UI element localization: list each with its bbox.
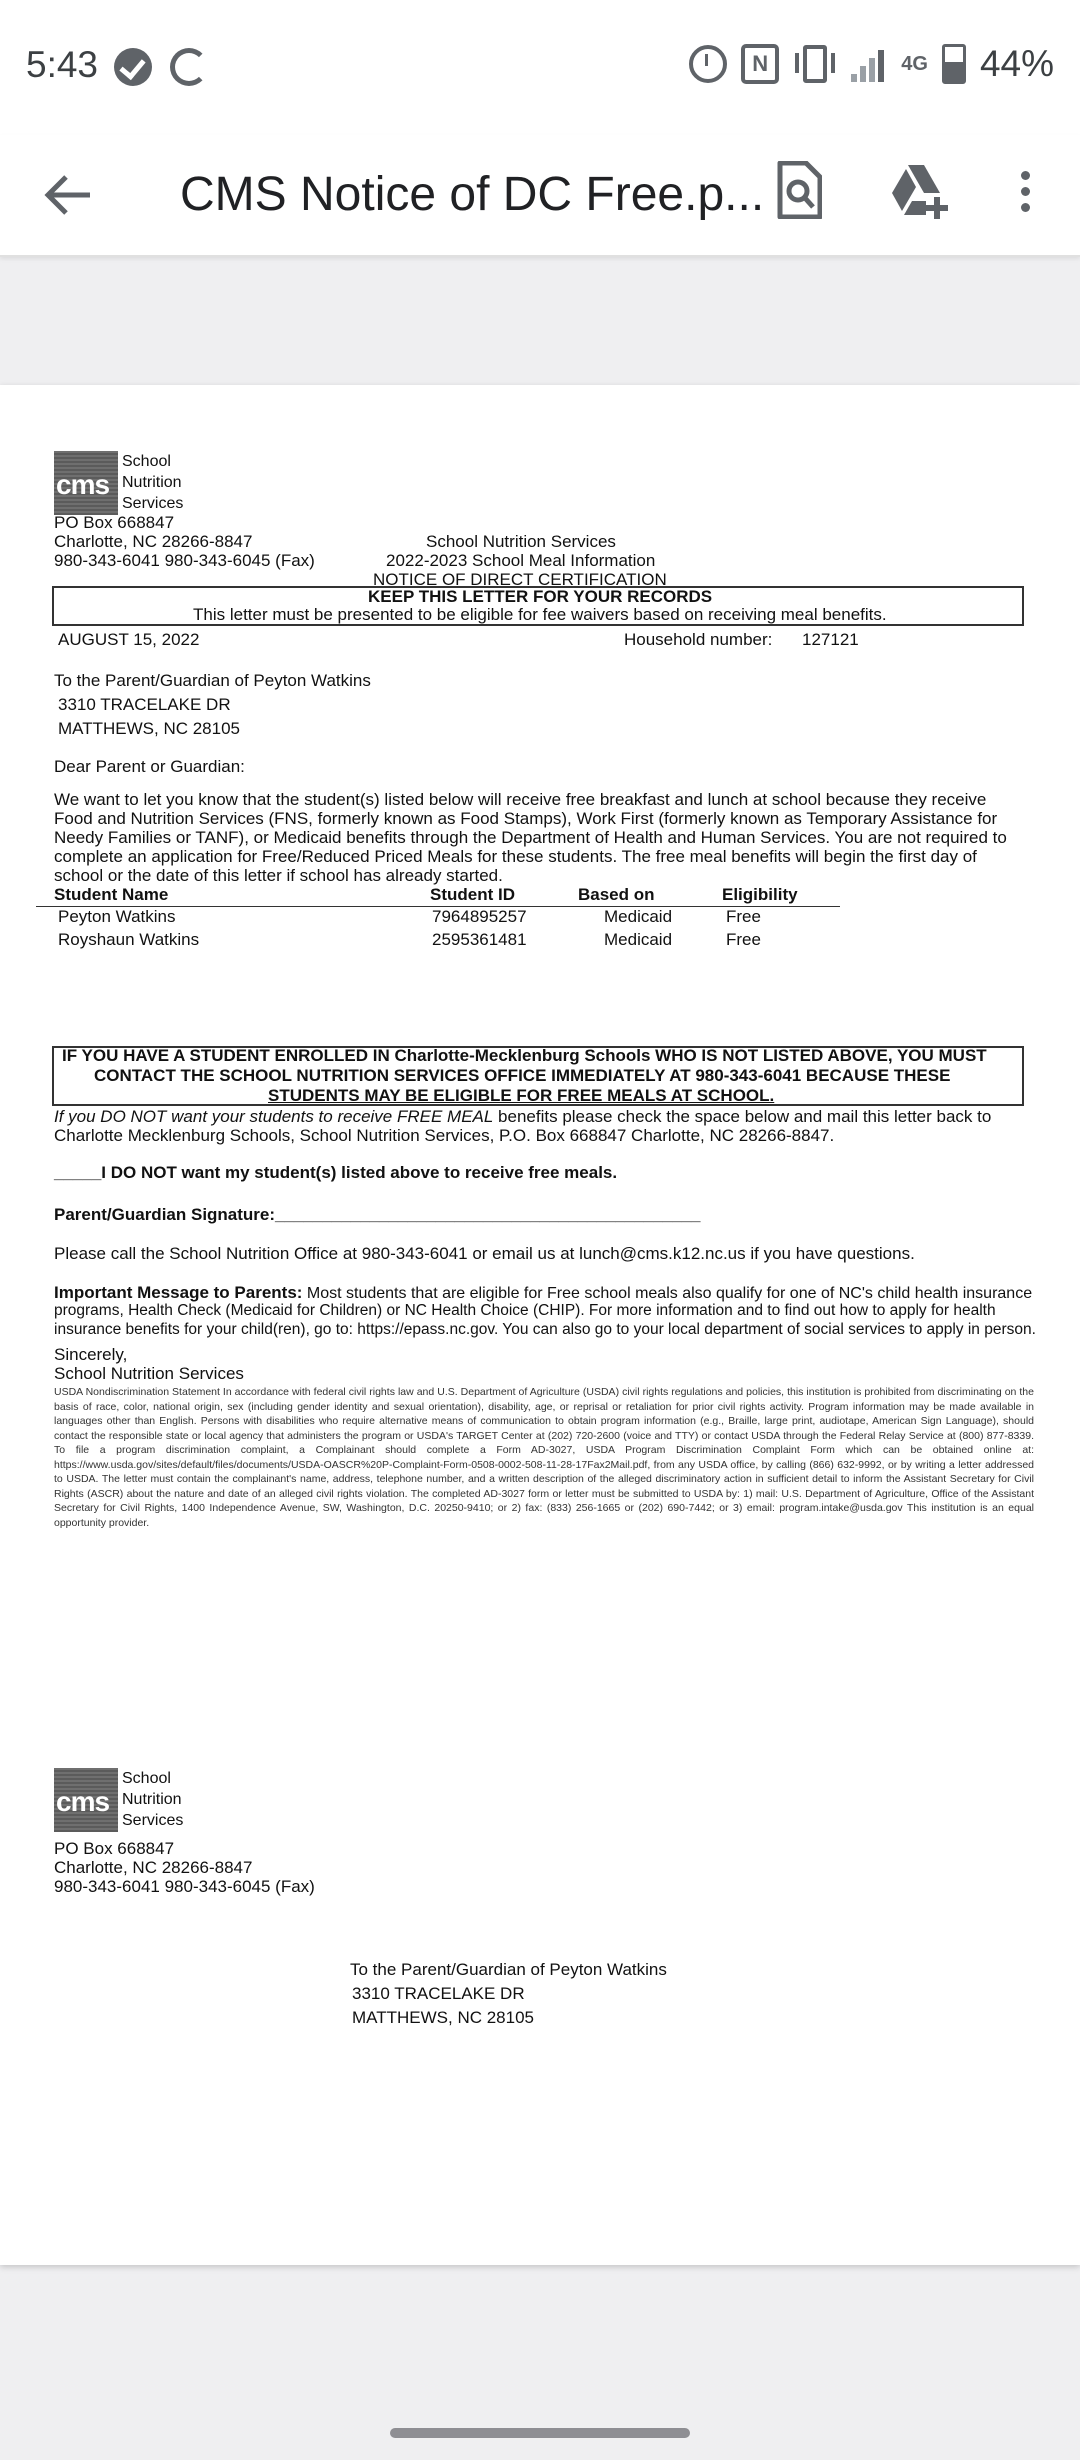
table-cell-name: Peyton Watkins — [58, 907, 176, 926]
more-options-icon[interactable] — [1010, 165, 1040, 225]
present-notice: This letter must be presented to be eligible for fee waivers based on receiving meal benefits. — [193, 605, 887, 624]
salutation: Dear Parent or Guardian: — [54, 757, 245, 776]
table-header-eligibility: Eligibility — [722, 885, 798, 904]
closing-sincerely: Sincerely, — [54, 1345, 128, 1364]
table-header-based-on: Based on — [578, 885, 655, 904]
signal-icon — [851, 46, 887, 82]
table-cell-eligibility: Free — [726, 930, 761, 949]
nondiscrimination-statement: USDA Nondiscrimination Statement In accordance with federal civil rights law and U.S. Department of Agriculture (USDA) civil rights regulations and policies, this institution is prohibited from discriminating on the basis of race, color, national origin, sex (including gender identity and sexual orientation), disability, age, or reprisal or retaliation for prior civil rights activity. Program information may be made available in languages other than English. Persons with disabilities who require alternative means of communication to obtain program information (e.g., Braille, large print, audiotape, American Sign Language), should contact the responsible state or local agency that administers the program or USDA's TARGET Center at (202) 720-2600 (voice and TTY) or contact USDA through the Federal Relay Service at (800) 877-8339. To file a program discrimination complaint, a Complainant should complete a Form AD-3027, USDA Program Discrimination Complaint Form which can be obtained online at: https://www.usda.gov/sites/default/files/documents/USDA-OASCR%20P-Complaint-Form-0508-0002-508-11-28-17Fax2Mail.pdf, from any USDA office, by calling (866) 632-9992, or by writing a letter addressed to USDA. The letter must contain the complainant's name, address, telephone number, and a written description of the alleged discriminatory action in sufficient detail to inform the Assistant Secretary for Civil Rights (ASCR) about the nature and date of an alleged civil rights violation. The completed AD-3027 form or letter must be submitted to USDA by: 1) mail: U.S. Department of Agriculture, Office of the Assistant Secretary for Civil Rights, 1400 Independence Avenue, SW, Washington, D.C. 20250-9410; or 2) fax: (833) 256-1665 or (202) 690-7442; or 3) email: program.intake@usda.gov This institution is an equal opportunity provider. — [54, 1386, 1034, 1529]
keep-records-title: KEEP THIS LETTER FOR YOUR RECORDS — [368, 587, 713, 606]
household-label: Household number: — [624, 630, 773, 649]
table-cell-id: 2595361481 — [432, 930, 527, 949]
find-in-page-icon[interactable] — [776, 161, 822, 219]
sync-icon — [170, 48, 208, 86]
status-time: 5:43 — [26, 44, 99, 85]
mailer-address1: 3310 TRACELAKE DR — [352, 1984, 525, 2003]
cms-logo-mark: cms — [54, 451, 118, 515]
recipient-address1: 3310 TRACELAKE DR — [58, 695, 231, 714]
mailer-address2: MATTHEWS, NC 28105 — [352, 2008, 535, 2027]
contact-line: Please call the School Nutrition Office at 980-343-6041 or email us at lunch@cms.k12.nc.us if you have questions. — [54, 1244, 915, 1263]
body-line: complete an application for Free/Reduced Priced Meals for these students. The free meal benefits will begin the first day of — [54, 847, 977, 866]
mailer-sender-line: 980-343-6041 980-343-6045 (Fax) — [54, 1877, 315, 1896]
sender-city: Charlotte, NC 28266-8847 — [54, 532, 253, 551]
header-year: 2022-2023 School Meal Information — [386, 551, 656, 570]
table-cell-id: 7964895257 — [432, 907, 527, 926]
back-arrow-icon[interactable] — [44, 173, 94, 217]
optout-line2: Charlotte Mecklenburg Schools, School Nutrition Services, P.O. Box 668847 Charlotte, NC 28266-8847. — [54, 1126, 835, 1145]
letter-date: AUGUST 15, 2022 — [58, 630, 200, 649]
mailer-sender-line: PO Box 668847 — [54, 1839, 175, 1858]
signature-line: Parent/Guardian Signature:_____________________________________________ — [54, 1205, 701, 1224]
alert-line: STUDENTS MAY BE ELIGIBLE FOR FREE MEALS AT SCHOOL. — [268, 1086, 775, 1105]
table-header-id: Student ID — [430, 885, 515, 904]
table-cell-based-on: Medicaid — [604, 930, 673, 949]
optout-line1: If you DO NOT want your students to receive FREE MEAL benefits please check the space below and mail this letter back to — [54, 1107, 992, 1126]
alert-line: IF YOU HAVE A STUDENT ENROLLED IN Charlotte-Mecklenburg Schools WHO IS NOT LISTED ABOVE, YOU MUST — [62, 1046, 987, 1065]
body-line: Needy Families or TANF), or Medicaid benefits through the Department of Health and Human Services. You are not required to — [54, 828, 1007, 847]
alert-line: CONTACT THE SCHOOL NUTRITION SERVICES OFFICE IMMEDIATELY AT 980-343-6041 BECAUSE THESE — [94, 1066, 951, 1085]
header-notice: NOTICE OF DIRECT CERTIFICATION — [373, 570, 667, 589]
sender-phone: 980-343-6041 980-343-6045 (Fax) — [54, 551, 315, 570]
vibrate-icon — [803, 45, 827, 83]
document-title: CMS Notice of DC Free.p... — [180, 168, 765, 221]
status-bar — [0, 0, 1080, 135]
cms-logo-mark: cms — [54, 1768, 118, 1832]
table-cell-based-on: Medicaid — [604, 907, 673, 926]
sender-po-box: PO Box 668847 — [54, 513, 175, 532]
table-cell-eligibility: Free — [726, 907, 761, 926]
important-line3: insurance benefits for your child(ren), go to: https://epass.nc.gov. You can also go to your local department of social services to apply in person. — [54, 1321, 1036, 1338]
check-circle-icon — [114, 48, 152, 86]
body-line: school or the date of this letter if school has already started. — [54, 866, 503, 885]
header-org: School Nutrition Services — [426, 532, 616, 551]
battery-icon — [942, 44, 966, 84]
app-bar — [0, 135, 1080, 257]
gesture-nav-handle[interactable] — [390, 2428, 690, 2438]
important-line2: programs, Health Check (Medicaid for Children) or NC Health Choice (CHIP). For more information and to find out how to apply for health — [54, 1302, 996, 1319]
alarm-icon — [689, 45, 727, 83]
document-page[interactable]: cms School Nutrition Services PO Box 668847 Charlotte, NC 28266-8847 980-343-6041 980-343-6045 (Fax) School Nutrition Services 2022-2023 School Meal Information NOTICE OF DIRECT CERTIFICATION KEEP THIS LETTER FOR YOUR RECORDS This letter must be presented to be eligible for fee waivers based on receiving meal benefits. AUGUST 15, 2022 Household number: 127121 To the Parent/Guardian of Peyton Watkins 3310 TRACELAKE DR MATTHEWS, NC 28105 Dear Parent or Guardian: We want to let you know that the student(s) listed below will receive free breakfast and lunch at school because they receive Food and Nutrition Services (FNS, formerly known as Food Stamps), Work First (formerly known as Temporary Assistance for Needy Families or TANF), or Medicaid benefits through the Department of Health and Human Services. You are not required to complete an application for Free/Reduced Priced Meals for these students. The free meal benefits will begin the first day of school or the date of this letter if school has already started. Student Name Student ID Based on Eligibility Peyton Watkins 7964895257 Medicaid Free Royshaun Watkins 2595361481 Medicaid Free IF YOU HAVE A STUDENT ENROLLED IN Charlotte-Mecklenburg Schools WHO IS NOT LISTED ABOVE, YOU MUST CONTACT THE SCHOOL NUTRITION SERVICES OFFICE IMMEDIATELY AT 980-343-6041 BECAUSE THESE STUDENTS MAY BE ELIGIBLE FOR FREE MEALS AT SCHOOL. If you DO NOT want your students to receive FREE MEAL benefits please check the space below and mail this letter back to Charlotte Mecklenburg Schools, School Nutrition Services, P.O. Box 668847 Charlotte, NC 28266-8847. _____I DO NOT want my student(s) listed above to receive free meals. Parent/Guardian Signature:_____________________________________________ Please call the School Nutrition Office at 980-343-6041 or email us at lunch@cms.k12.nc.us if you have questions. Important Message to Parents: Most students that are eligible for Free school meals also qualify for one of NC's child health insurance programs, Health Check (Medicaid for Children) or NC Health Choice (CHIP). For more information and to find out how to apply for health insurance benefits for your child(ren), go to: https://epass.nc.gov. You can also go to your local department of social services to apply in person. Sincerely, School Nutrition Services USDA Nondiscrimination Statement In accordance with federal civil rights law and U.S. Department of Agriculture (USDA) civil rights regulations and policies, this institution is prohibited from discriminating on the basis of race, color, national origin, sex (including gender identity and sexual orientation), disability, age, or reprisal or retaliation for prior civil rights activity. Program information may be made available in languages other than English. Persons with disabilities who require alternative means of communication to obtain program information (e.g., Braille, large print, audiotape, American Sign Language), should contact the responsible state or local agency that administers the program or USDA's TARGET Center at (202) 720-2600 (voice and TTY) or contact USDA through the Federal Relay Service at (800) 877-8339. To file a program discrimination complaint, a Complainant should complete a Form AD-3027, USDA Program Discrimination Complaint Form which can be obtained online at: https://www.usda.gov/sites/default/files/documents/USDA-OASCR%20P-Complaint-Form-0508-0002-508-11-28-17Fax2Mail.pdf, from any USDA office, by calling (866) 632-9992, or by writing a letter addressed to USDA. The letter must contain the complainant's name, address, telephone number, and a written description of the alleged discriminatory action in sufficient detail to inform the Assistant Secretary for Civil Rights (ASCR) about the nature and date of an alleged civil rights violation. The completed AD-3027 form or letter must be submitted to USDA by: 1) mail: U.S. Department of Agriculture, Office of the Assistant Secretary for Civil Rights, 1400 Independence Avenue, SW, Washington, D.C. 20250-9410; or 2) fax: (833) 256-1665 or (202) 690-7442; or 3) email: program.intake@usda.gov This institution is an equal opportunity provider. cms School Nutrition Services PO Box 668847 Charlotte, NC 28266-8847 980-343-6041 980-343-6045 (Fax) To the Parent/Guardian of Peyton Watkins 3310 TRACELAKE DR MATTHEWS, NC 28105 — [0, 385, 1080, 2265]
battery-percent: 44% — [979, 43, 1054, 84]
body-line: Food and Nutrition Services (FNS, formerly known as Food Stamps), Work First (formerly known as Temporary Assistance for — [54, 809, 998, 828]
table-cell-name: Royshaun Watkins — [58, 930, 200, 949]
decline-line: _____I DO NOT want my student(s) listed above to receive free meals. — [54, 1163, 618, 1182]
household-number: 127121 — [802, 630, 859, 649]
add-to-drive-icon[interactable] — [890, 163, 950, 219]
important-line1: Important Message to Parents: Most students that are eligible for Free school meals also qualify for one of NC's child health insurance — [54, 1283, 1033, 1302]
recipient-address2: MATTHEWS, NC 28105 — [58, 719, 241, 738]
recipient-to: To the Parent/Guardian of Peyton Watkins — [54, 671, 371, 690]
network-type: 4G — [901, 53, 928, 75]
mailer-to: To the Parent/Guardian of Peyton Watkins — [350, 1960, 667, 1979]
nfc-icon: N — [741, 44, 779, 84]
mailer-sender-line: Charlotte, NC 28266-8847 — [54, 1858, 253, 1877]
table-header-name: Student Name — [54, 885, 169, 904]
status-icons — [689, 42, 1054, 86]
closing-signoff: School Nutrition Services — [54, 1364, 244, 1383]
body-line: We want to let you know that the student(s) listed below will receive free breakfast and lunch at school because they receive — [54, 790, 987, 809]
